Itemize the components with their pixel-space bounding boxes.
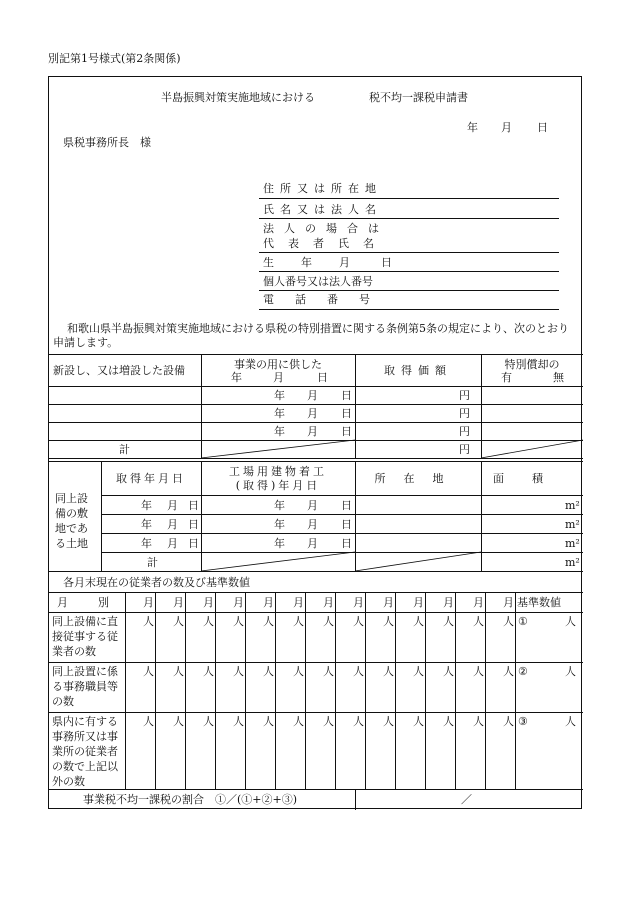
- person-unit: 人: [143, 715, 154, 728]
- col-facility: 新設し、又は増設した設備: [53, 364, 185, 377]
- land-sqm: m²: [565, 537, 580, 550]
- blank-diagonal: [355, 552, 481, 571]
- field-id-number: 個人番号又は法人番号: [263, 275, 373, 288]
- person-unit: 人: [383, 715, 394, 728]
- person-unit: 人: [503, 665, 514, 678]
- total-label: 計: [119, 443, 130, 456]
- person-unit: 人: [353, 665, 364, 678]
- col-date-m: 月: [273, 371, 284, 384]
- field-birth-m: 月: [339, 256, 350, 269]
- person-unit: 人: [323, 715, 334, 728]
- build-day: 日: [341, 537, 352, 550]
- row-label: 接従事する従: [52, 630, 118, 643]
- blank-diagonal: [201, 552, 355, 571]
- land-month: 月: [167, 537, 178, 550]
- row-label: 外の数: [52, 775, 85, 788]
- row-day: 日: [341, 389, 352, 402]
- field-phone: 電話番号: [263, 293, 391, 306]
- ratio-slash: ／: [461, 793, 472, 806]
- month-header: 月: [473, 596, 484, 609]
- row-month: 月: [307, 407, 318, 420]
- col-dep-y: 有: [501, 371, 512, 384]
- col-location: 所在地: [374, 472, 462, 485]
- month-header: 月: [173, 596, 184, 609]
- col-date-d: 日: [317, 371, 328, 384]
- base-value-header: 基準数値: [517, 596, 561, 609]
- land-day: 日: [188, 518, 199, 531]
- person-unit: 人: [233, 615, 244, 628]
- land-total-sqm: m²: [565, 556, 580, 569]
- month-header: 月: [203, 596, 214, 609]
- month-header: 月: [323, 596, 334, 609]
- row-label: 同上設置に係: [52, 665, 118, 678]
- field-line: [259, 252, 559, 253]
- month-header: 月: [143, 596, 154, 609]
- land-year: 年: [141, 518, 152, 531]
- col-date-line1: 事業の用に供した: [234, 358, 322, 371]
- person-unit: 人: [203, 665, 214, 678]
- addressee: 県税事務所長 様: [63, 136, 151, 149]
- col-price: 取得価額: [384, 364, 452, 377]
- person-unit: 人: [413, 715, 424, 728]
- person-unit: 人: [173, 665, 184, 678]
- month-header: 月: [263, 596, 274, 609]
- person-unit: 人: [353, 615, 364, 628]
- person-unit: 人: [293, 615, 304, 628]
- person-unit: 人: [413, 615, 424, 628]
- statement: 和歌山県半島振興対策実施地域における県税の特別措置に関する条例第5条の規定により、次のとおり申請します。: [53, 322, 569, 349]
- row-label: 県内に有する: [52, 715, 118, 728]
- date-month-label: 月: [501, 121, 512, 134]
- land-sqm: m²: [565, 518, 580, 531]
- field-line: [259, 309, 559, 310]
- person-unit: 人: [473, 615, 484, 628]
- row-label: の数: [52, 695, 74, 708]
- field-line: [259, 198, 559, 199]
- build-day: 日: [341, 499, 352, 512]
- date-day-label: 日: [537, 121, 548, 134]
- field-line: [259, 290, 559, 291]
- marker-3: ③: [518, 715, 528, 728]
- person-unit: 人: [263, 665, 274, 678]
- row-yen: 円: [459, 425, 470, 438]
- row-label: 同上設備に直: [52, 615, 118, 628]
- month-label: 月別: [57, 596, 139, 609]
- date-year-label: 年: [467, 121, 478, 134]
- person-unit: 人: [323, 665, 334, 678]
- land-day: 日: [188, 499, 199, 512]
- month-header: 月: [383, 596, 394, 609]
- employees-title: 各月末現在の従業者の数及び基準数値: [63, 576, 250, 589]
- build-year: 年: [274, 537, 285, 550]
- person-unit: 人: [143, 665, 154, 678]
- row-yen: 円: [459, 407, 470, 420]
- person-unit: 人: [353, 715, 364, 728]
- row-label: る事務職員等: [52, 680, 118, 693]
- row-month: 月: [307, 389, 318, 402]
- row-month: 月: [307, 425, 318, 438]
- land-month: 月: [167, 499, 178, 512]
- person-unit: 人: [263, 615, 274, 628]
- col-dep-n: 無: [553, 371, 564, 384]
- build-day: 日: [341, 518, 352, 531]
- field-birth-sei: 生: [263, 256, 274, 269]
- field-birth-d: 日: [381, 256, 392, 269]
- land-year: 年: [141, 537, 152, 550]
- form-label: 別記第1号様式(第2条関係): [48, 52, 181, 65]
- build-month: 月: [307, 537, 318, 550]
- person-unit: 人: [293, 665, 304, 678]
- person-unit: 人: [473, 665, 484, 678]
- person-unit: 人: [173, 715, 184, 728]
- land-year: 年: [141, 499, 152, 512]
- person-unit: 人: [173, 615, 184, 628]
- person-unit: 人: [565, 665, 576, 678]
- month-header: 月: [413, 596, 424, 609]
- month-header: 月: [443, 596, 454, 609]
- field-corp-line2: 代表者氏名: [263, 237, 388, 250]
- land-side-line4: る土地: [55, 537, 88, 550]
- person-unit: 人: [383, 665, 394, 678]
- month-header: 月: [353, 596, 364, 609]
- person-unit: 人: [383, 615, 394, 628]
- person-unit: 人: [443, 665, 454, 678]
- application-form: [48, 76, 582, 809]
- person-unit: 人: [565, 715, 576, 728]
- build-year: 年: [274, 518, 285, 531]
- person-unit: 人: [443, 615, 454, 628]
- person-unit: 人: [413, 665, 424, 678]
- person-unit: 人: [503, 615, 514, 628]
- field-name: 氏名又は法人名: [263, 203, 382, 216]
- field-corp-line1: 法人の場合は: [263, 222, 389, 235]
- build-year: 年: [274, 499, 285, 512]
- person-unit: 人: [503, 715, 514, 728]
- marker-2: ②: [518, 665, 528, 678]
- person-unit: 人: [565, 615, 576, 628]
- person-unit: 人: [233, 665, 244, 678]
- row-yen: 円: [459, 389, 470, 402]
- col-build-line1: 工場用建物着工: [229, 465, 327, 478]
- land-total-label: 計: [147, 556, 158, 569]
- title-left: 半島振興対策実施地域における: [161, 91, 315, 104]
- col-dep-line1: 特別償却の: [504, 358, 560, 371]
- land-month: 月: [167, 518, 178, 531]
- row-label: の数で上記以: [52, 760, 118, 773]
- person-unit: 人: [233, 715, 244, 728]
- month-header: 月: [233, 596, 244, 609]
- col-build-line2: (取得)年月日: [235, 479, 321, 492]
- col-area: 面積: [493, 472, 571, 485]
- person-unit: 人: [443, 715, 454, 728]
- land-side-line2: 備の敷: [55, 507, 88, 520]
- row-day: 日: [341, 425, 352, 438]
- col-date-y: 年: [231, 371, 242, 384]
- land-side-line3: 地であ: [55, 522, 88, 535]
- row-year: 年: [274, 425, 285, 438]
- person-unit: 人: [143, 615, 154, 628]
- person-unit: 人: [203, 715, 214, 728]
- month-header: 月: [293, 596, 304, 609]
- row-year: 年: [274, 407, 285, 420]
- blank-diagonal: [201, 440, 355, 458]
- land-sqm: m²: [565, 499, 580, 512]
- build-month: 月: [307, 499, 318, 512]
- build-month: 月: [307, 518, 318, 531]
- person-unit: 人: [263, 715, 274, 728]
- row-label: 業者の数: [52, 645, 96, 658]
- person-unit: 人: [323, 615, 334, 628]
- land-side-line1: 同上設: [55, 492, 88, 505]
- row-label: 事務所又は事: [52, 730, 118, 743]
- row-label: 業所の従業者: [52, 745, 118, 758]
- land-day: 日: [188, 537, 199, 550]
- col-acq-date: 取得年月日: [116, 472, 186, 485]
- person-unit: 人: [203, 615, 214, 628]
- row-day: 日: [341, 407, 352, 420]
- person-unit: 人: [293, 715, 304, 728]
- person-unit: 人: [473, 715, 484, 728]
- field-line: [259, 271, 559, 272]
- title-right: 税不均一課税申請書: [369, 91, 468, 104]
- field-line: [259, 218, 559, 219]
- blank-diagonal: [481, 440, 583, 458]
- total-yen: 円: [459, 443, 470, 456]
- field-address: 住所又は所在地: [263, 182, 382, 195]
- ratio-label: 事業税不均一課税の割合 ①／(①+②+③): [83, 793, 298, 806]
- marker-1: ①: [518, 615, 528, 628]
- field-birth-nen: 年: [301, 256, 312, 269]
- month-header: 月: [503, 596, 514, 609]
- row-year: 年: [274, 389, 285, 402]
